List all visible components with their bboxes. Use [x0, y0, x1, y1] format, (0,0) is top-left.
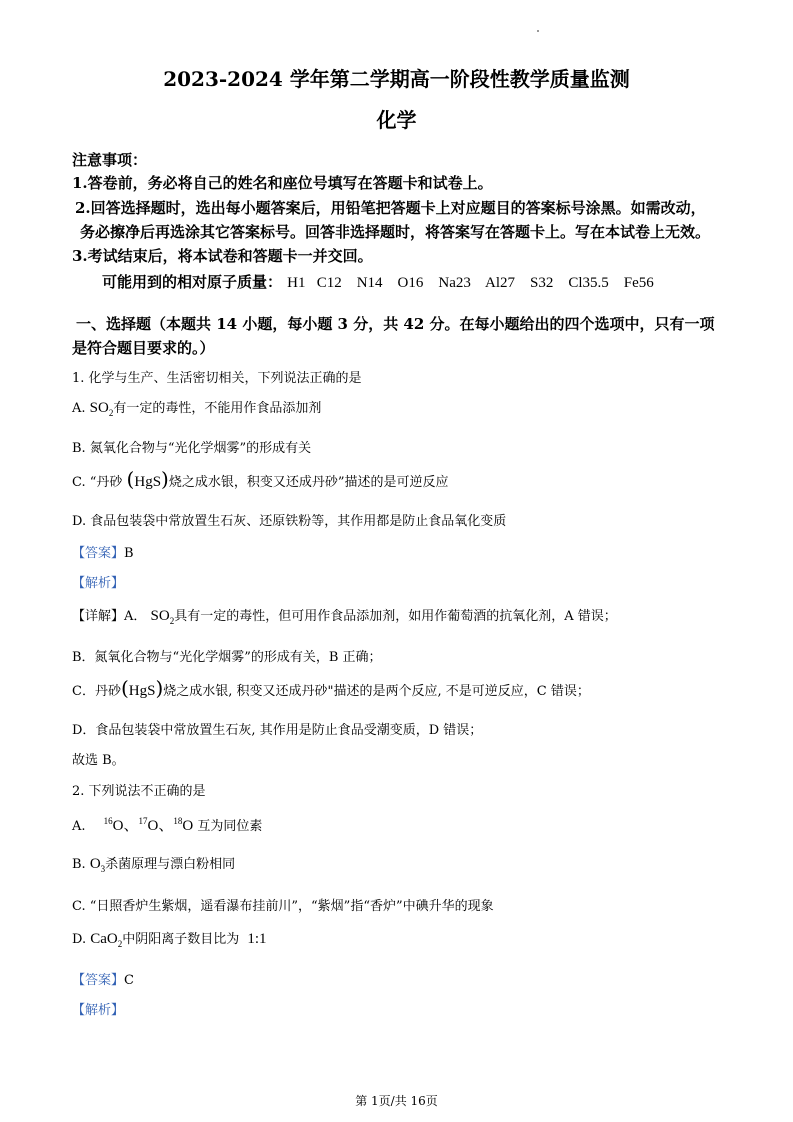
formula-cao2 [90, 931, 122, 947]
answer-value: B [124, 546, 134, 561]
isotope-o17 [139, 818, 159, 834]
option-label: A． [124, 609, 147, 624]
element-symbol: O [112, 818, 124, 834]
scan-dot [537, 30, 539, 32]
q1-option-a [72, 397, 321, 418]
mass-number: 17 [138, 816, 148, 826]
notice-item-1: 1.答卷前，务必将自己的姓名和座位号填写在答题卡和试卷上。 [72, 174, 493, 192]
atomic-mass-values: H1 C12 N14 O16 Na23 Al27 S32 Cl35.5 Fe56 [287, 275, 654, 291]
q1-option-c [72, 469, 449, 491]
mass-number: 18 [173, 816, 183, 826]
formula-text: CaO [90, 931, 118, 947]
q1-detail-a [72, 605, 617, 626]
formula-text: SO [150, 608, 170, 624]
formula-sub: 2 [117, 939, 123, 949]
option-label: A. [72, 401, 86, 416]
q1-option-d: D. 食品包装袋中常放置生石灰、还原铁粉等，其作用都是防止食品氧化变质 [72, 514, 507, 529]
q1-detail-b: B．氮氧化合物与“光化学烟雾”的形成有关，B 正确； [72, 650, 382, 665]
section-heading-line-2: 是符合题目要求的。） [72, 339, 215, 357]
notice-item-2-line-2: 务必擦净后再选涂其它答案标号。回答非选择题时，将答案写在答题卡上。写在本试卷上无效。 [80, 223, 711, 241]
page-number: 第 1页/共 16页 [355, 1094, 438, 1108]
subject-title: 化学 [376, 108, 417, 132]
separator: 、 [158, 818, 174, 834]
section-heading-line-1: 一、选择题（本题共 14 小题，每小题 3 分，共 42 分。在每小题给出的四个选项中，只有一项 [76, 315, 715, 333]
answer-tag: 【答案】 [72, 546, 125, 561]
notice-item-3: 3.考试结束后，将本试卷和答题卡一并交回。 [72, 247, 373, 265]
exam-title: 2023-2024 学年第二学期高一阶段性教学质量监测 [163, 67, 630, 91]
formula-so2 [151, 608, 175, 624]
q1-detail-c [72, 678, 590, 700]
detail-text: C．丹砂 [72, 684, 121, 699]
right-paren: ) [161, 467, 169, 491]
formula-hgs: HgS [128, 683, 156, 699]
q2-option-b [72, 853, 235, 874]
q2-option-c: C. “日照香炉生紫烟，遥看瀑布挂前川”，“紫烟”指“香炉”中碘升华的现象 [72, 899, 494, 914]
formula-sub: 2 [108, 408, 114, 418]
q1-detail-d: D．食品包装袋中常放置生石灰, 其作用是防止食品受潮变质，D 错误； [72, 723, 483, 738]
detail-tag: 【详解】 [72, 609, 125, 624]
element-symbol: O [147, 818, 159, 834]
isotope-o18 [173, 818, 193, 834]
detail-text: 烧之成水银, 积变又还成丹砂"描述的是两个反应, 不是可逆反应，C 错误； [163, 684, 590, 699]
element-symbol: O [182, 818, 194, 834]
option-text: 杀菌原理与漂白粉相同 [105, 857, 236, 872]
atomic-mass-line [102, 271, 654, 292]
q2-stem: 2. 下列说法不正确的是 [72, 784, 206, 799]
q1-conclusion: 故选 B。 [72, 753, 125, 768]
formula-hgs: HgS [134, 474, 162, 490]
separator: 、 [123, 818, 139, 834]
left-paren: ( [126, 467, 135, 491]
ratio-value: 1:1 [247, 931, 267, 947]
q2-option-a [72, 814, 262, 835]
detail-text: 具有一定的毒性，但可用作食品添加剂，如用作葡萄酒的抗氧化剂，A 错误； [174, 609, 617, 624]
option-text: 互为同位素 [197, 819, 263, 834]
option-label: A. [72, 819, 86, 834]
answer-tag: 【答案】 [72, 973, 125, 988]
q1-option-b: B. 氮氧化合物与“光化学烟雾”的形成有关 [72, 441, 312, 456]
formula-text: O [89, 856, 101, 872]
option-text: 烧之成水银，积变又还成丹砂”描述的是可逆反应 [168, 475, 449, 490]
q2-analysis-tag: 【解析】 [72, 1003, 125, 1018]
q1-stem: 1. 化学与生产、生活密切相关，下列说法正确的是 [72, 371, 362, 386]
formula-sub: 3 [100, 864, 106, 874]
option-text: C. “丹砂 [72, 475, 123, 490]
atomic-mass-label: 可能用到的相对原子质量： [102, 273, 283, 291]
option-text: 中阴阳离子数目比为 [122, 932, 240, 947]
right-paren: ) [155, 676, 164, 700]
formula-so2 [90, 400, 114, 416]
isotope-o16 [104, 818, 124, 834]
q1-analysis-tag: 【解析】 [72, 576, 125, 591]
q1-answer [72, 542, 134, 561]
formula-text: SO [89, 400, 109, 416]
q2-option-d [72, 928, 267, 949]
formula-o3 [90, 856, 105, 872]
option-text: 有一定的毒性，不能用作食品添加剂 [113, 401, 322, 416]
q2-answer [72, 969, 134, 988]
left-paren: ( [120, 676, 129, 700]
option-label: B. [72, 857, 86, 872]
option-label: D. [72, 932, 87, 947]
notice-heading: 注意事项： [72, 151, 148, 169]
formula-sub: 2 [169, 616, 175, 626]
notice-item-2-line-1: 2.回答选择题时，选出每小题答案后，用铅笔把答题卡上对应题目的答案标号涂黑。如需改动， [75, 199, 706, 217]
mass-number: 16 [103, 816, 113, 826]
answer-value: C [124, 973, 134, 988]
